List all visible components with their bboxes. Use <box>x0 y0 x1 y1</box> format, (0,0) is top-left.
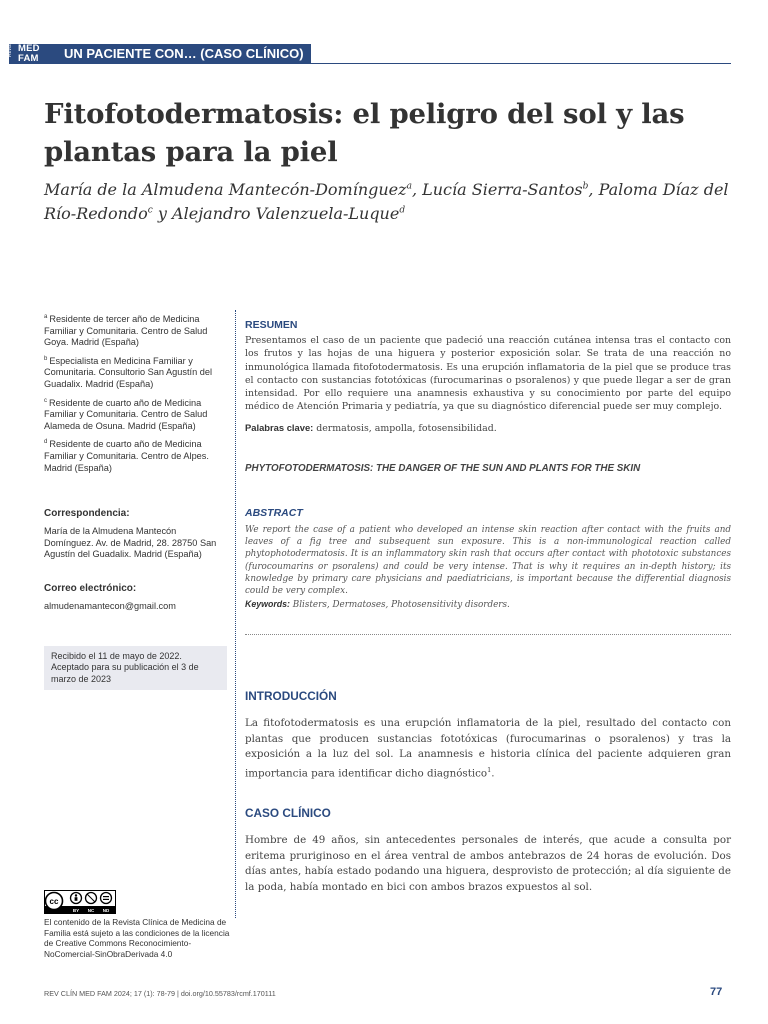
footer-citation: REV CLÍN MED FAM 2024; 17 (1): 78-79 | doi.org/10.55783/rcmf.170111 <box>44 989 276 998</box>
affiliation-text: Especialista en Medicina Familiar y Comunitaria. Consultorio San Agustín del Guadalix. Madrid (España) <box>44 355 213 389</box>
caso-text: Hombre de 49 años, sin antecedentes personales de interés, que acude a consulta por eritema pruriginoso en el área ventral de ambos antebrazos de 24 horas de evolución. Dos días antes, había estado podando una higuera, desprovisto de protección; al día siguiente de la poda, había montado en bici con ambos brazos expuestos al sol. <box>245 834 731 893</box>
correspondence-address: María de la Almudena Mantecón Domínguez. Av. de Madrid, 28. 28750 San Agustín del Guadalix. Madrid (España) <box>44 526 217 560</box>
affiliation-sup: d <box>44 439 48 446</box>
author-name: María de la Almudena Mantecón-Domínguez <box>44 180 407 199</box>
license-text: El contenido de la Revista Clínica de Medicina de Familia está sujeto a las condiciones de la licencia de Creative Commons Reconocimiento-NoComercial-SinObraDerivada 4.0 <box>44 917 230 959</box>
affiliation-item <box>44 356 228 391</box>
affiliation-text: Residente de tercer año de Medicina Familiar y Comunitaria. Centro de Salud Goya. Madrid (España) <box>44 314 208 348</box>
resumen-keywords <box>245 421 731 435</box>
author-sup: d <box>399 205 406 216</box>
logo-rev-text: Revista <box>7 40 13 57</box>
introduccion-text <box>245 716 731 782</box>
header-band <box>7 40 731 64</box>
caso-heading: CASO CLÍNICO <box>245 806 331 820</box>
author-sup: c <box>147 205 153 216</box>
by-person-body <box>75 897 78 901</box>
affiliation-item <box>44 398 228 433</box>
nc-label: NC <box>87 908 95 913</box>
correspondence-label: Correspondencia: <box>44 508 130 519</box>
cc-logo-text: cc <box>49 897 59 906</box>
author-name: Lucía Sierra-Santos <box>422 180 583 199</box>
nd-equals-icon <box>101 893 112 904</box>
by-person-head <box>75 894 77 896</box>
logo-fam-text: FAM <box>18 53 39 64</box>
keywords-text: dermatosis, ampolla, fotosensibilidad. <box>313 423 497 434</box>
resumen-heading-text: RESUMEN <box>245 319 298 331</box>
email-label: Correo electrónico: <box>44 583 137 594</box>
abstract-heading <box>245 503 731 521</box>
introduccion-heading: INTRODUCCIÓN <box>245 689 337 703</box>
author-name: Paloma Díaz del Río-Redondo <box>44 180 729 223</box>
abstract-keywords-label: Keywords: <box>245 599 290 609</box>
abstract-heading-text: ABSTRACT <box>245 507 303 519</box>
received-box: Recibido el 11 de mayo de 2022. Aceptado para su publicación el 3 de marzo de 2023 <box>44 646 227 690</box>
creative-commons-badge[interactable] <box>44 890 116 914</box>
column-divider <box>235 310 236 918</box>
author-name: Alejandro Valenzuela-Luque <box>172 204 400 223</box>
nd-equals-bottom <box>103 899 109 900</box>
author-separator: , <box>411 180 423 199</box>
logo-med-text: MED <box>18 43 40 54</box>
affiliation-sup: c <box>44 397 47 404</box>
page-number: 77 <box>710 986 723 998</box>
author-sup: b <box>582 181 589 192</box>
affiliation-text: Residente de cuarto año de Medicina Familiar y Comunitaria. Centro de Alpes. Madrid (España) <box>44 439 209 473</box>
affiliation-item <box>44 314 228 349</box>
author-sup: a <box>406 181 412 192</box>
affiliation-sup: b <box>44 355 48 362</box>
author-list <box>44 178 734 226</box>
journal-logo <box>7 40 57 64</box>
resumen-heading <box>245 315 731 333</box>
abstract-text: We report the case of a patient who developed an intense skin reaction after contact with the fruits and leaves of a fig tree and subsequent sun exposure. This is a non-immunological reaction called phytophotodermatosis. It is an inflammatory skin rash that occurs after contact with phototoxic substances (furocoumarins or psoralens) and could be very intense. That is why it requires an in-depth history; its knowledge by primary care physicians and paediatricians, is important because the differential diagnosis could be very complex. <box>245 525 731 597</box>
section-tag: UN PACIENTE CON… (CASO CLÍNICO) <box>57 44 311 64</box>
affiliation-text: Residente de cuarto año de Medicina Familiar y Comunitaria. Centro de Salud Alameda de Osuna. Madrid (España) <box>44 397 208 431</box>
nd-label: ND <box>102 908 110 913</box>
nd-equals-top <box>103 896 109 897</box>
abstract-keywords <box>245 598 731 611</box>
author-separator: , <box>588 180 599 199</box>
affiliation-item <box>44 439 228 474</box>
by-label: BY <box>72 908 80 913</box>
abstract-keywords-text: Blisters, Dermatoses, Photosensitivity disorders. <box>289 600 510 610</box>
introduccion-end: . <box>491 767 495 780</box>
english-title: PHYTOFOTODERMATOSIS: THE DANGER OF THE SUN AND PLANTS FOR THE SKIN <box>245 463 641 474</box>
author-separator: y <box>152 204 173 223</box>
introduccion-body: La fitofotodermatosis es una erupción inflamatoria de la piel, resultado del contacto con plantas que producen sustancias fototóxicas (furocumarinas o psoralenos) y tras la exposición a la luz del sol. La anamnesis e historia clínica del paciente adquieren gran importancia para identificar dicho diagnóstico <box>245 717 731 780</box>
affiliation-sup: a <box>44 313 48 320</box>
section-separator <box>245 634 731 635</box>
resumen-text: Presentamos el caso de un paciente que padeció una reacción cutánea intensa tras el contacto con los frutos y las hojas de una higuera y posterior exposición solar. Se trata de una reacción no inmunológica llamada fitofotodermatosis. Es una erupción inflamatoria de la piel que se produce tras el contacto con sustancias fototóxicas (furocumarinas o psoralenos) y que puede llegar a ser de gran intensidad. Por ello requiere una anamnesis exhaustiva y su conocimiento por parte del equipo médico de Atención Primaria y pediatría, ya que su diagnóstico diferencial puede ser muy complejo. <box>245 335 731 413</box>
reference-sup[interactable]: 1 <box>487 765 492 774</box>
email-address[interactable]: almudenamantecon@gmail.com <box>44 601 176 611</box>
affiliations <box>44 314 228 481</box>
keywords-label: Palabras clave: <box>245 422 314 433</box>
article-title: Fitofotodermatosis: el peligro del sol y las plantas para la piel <box>44 98 685 168</box>
